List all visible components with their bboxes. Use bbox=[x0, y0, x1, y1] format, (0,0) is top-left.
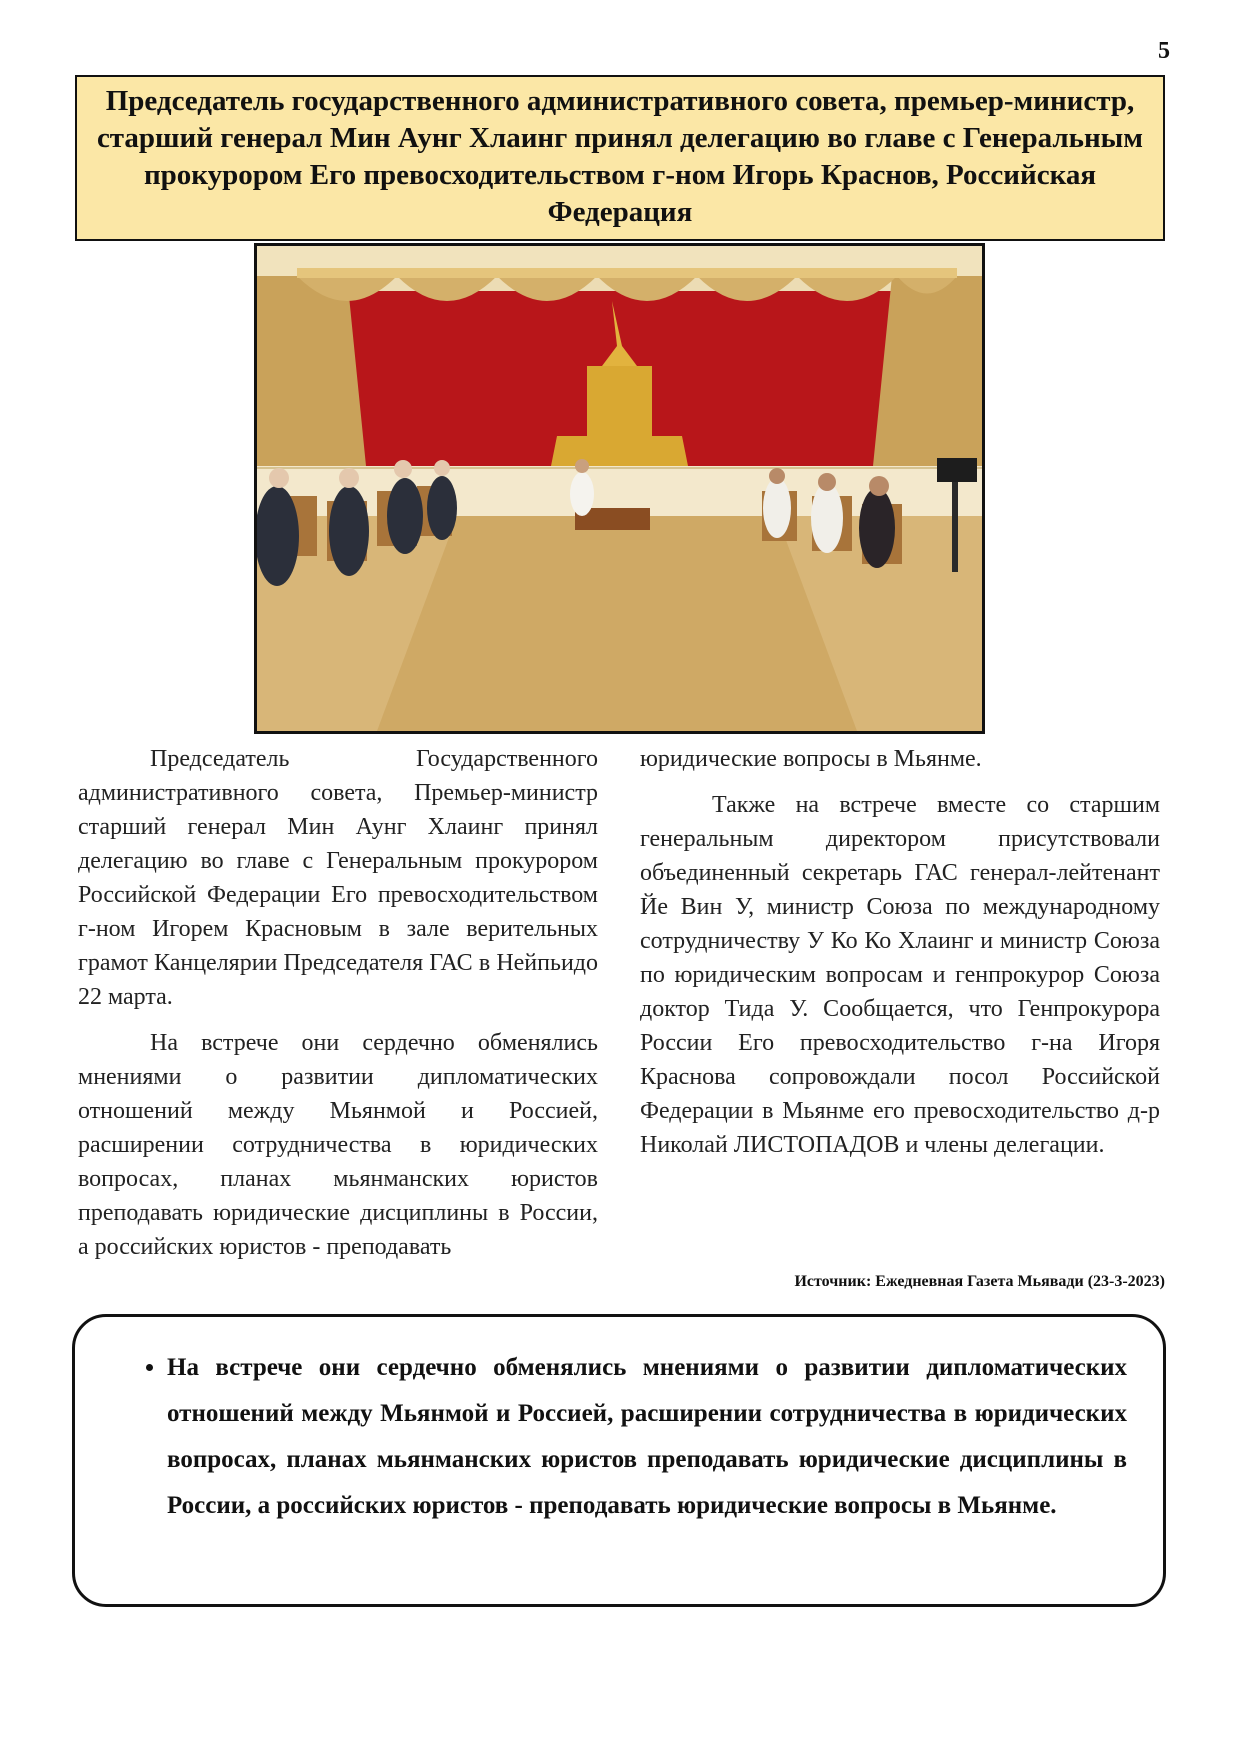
summary-bullet: • На встрече они сердечно обменялись мнениями о развитии дипломатических отношений между Мьянмой и Россией, расширении сотрудничества в юридических вопросах, планах мьянманских юристов преподавать юридические дисциплины в России, а российских юристов - преподавать юридические вопросы в Мьянме. bbox=[167, 1345, 1127, 1529]
page-number: 5 bbox=[1158, 38, 1170, 64]
article-paragraph: На встрече они сердечно обменялись мнениями о развитии дипломатических отношений между Мьянмой и Россией, расширении сотрудничества в юридических вопросах, планах мьянманских юристов преподавать юридические дисциплины в России, а российских юристов - преподавать bbox=[78, 1030, 598, 1260]
meeting-hall-illustration bbox=[257, 246, 982, 731]
summary-box bbox=[72, 1314, 1166, 1607]
headline-box bbox=[75, 75, 1165, 241]
meeting-photo bbox=[254, 243, 985, 734]
summary-list bbox=[133, 1345, 1127, 1529]
article-right-column bbox=[640, 742, 1160, 1174]
article-paragraph: Также на встрече вместе со старшим генеральным директором присутствовали объединенный секретарь ГАС генерал-лейтенант Йе Вин У, министр Союза по международному сотрудничеству У Ко Ко Хлаинг и министр Союза по юридическим вопросам и генпрокурор Союза доктор Тида У. Сообщается, что Генпрокурора России Его превосходительство г-на Игоря Краснова сопровождали посол Российской Федерации в Мьянме его превосходительство д-р Николай ЛИСТОПАДОВ и члены делегации. bbox=[640, 792, 1160, 1158]
article-paragraph: юридические вопросы в Мьянме. bbox=[640, 746, 982, 772]
article-paragraph: Председатель Государственного административного совета, Премьер-министр старший генерал Мин Аунг Хлаинг принял делегацию во главе с Генеральным прокурором Российской Федерации Его превосходительством г-ном Игорем Красновым в зале верительных грамот Канцелярии Председателя ГАС в Нейпьидо 22 марта. bbox=[78, 746, 598, 1010]
headline: Председатель государственного административного совета, премьер-министр, старший генерал Мин Аунг Хлаинг принял делегацию во главе с Генеральным прокурором Его превосходительством г-ном Игорь Краснов, Российская Федерация bbox=[96, 85, 1144, 228]
source-credit: Источник: Ежедневная Газета Мьявади (23-3-2023) bbox=[794, 1273, 1165, 1290]
article-left-column bbox=[78, 742, 598, 1276]
